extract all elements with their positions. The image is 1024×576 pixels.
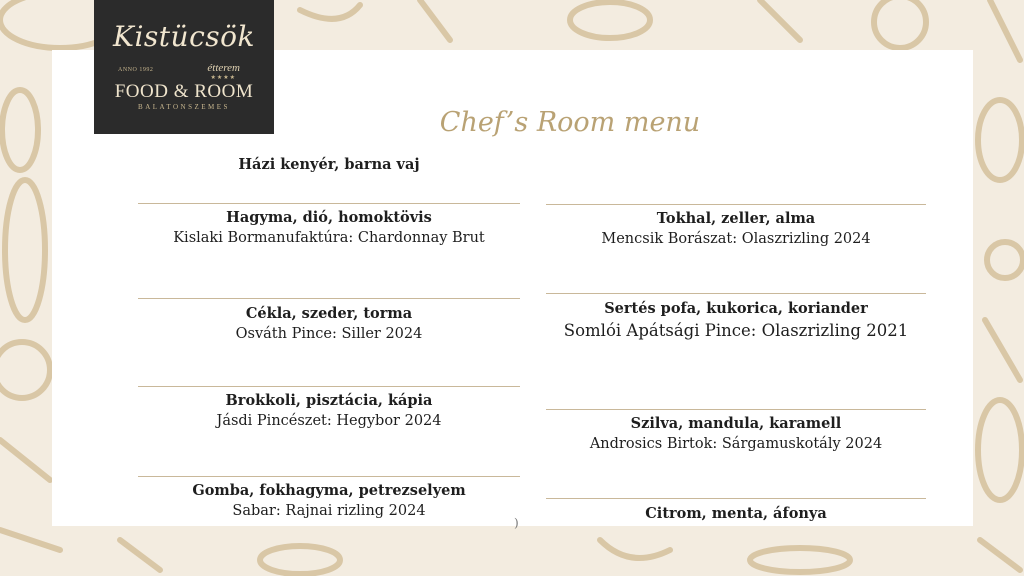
- menu-course: [138, 481, 520, 521]
- menu-course: [138, 391, 520, 431]
- course-wine: Jásdi Pincészet: Hegybor 2024: [216, 413, 442, 429]
- logo-food-room: FOOD & ROOM: [114, 81, 254, 102]
- starter-item: [138, 155, 520, 175]
- logo-sub-name: étterem: [207, 62, 240, 74]
- divider: [138, 386, 520, 387]
- course-dish: Sertés pofa, kukorica, koriander: [604, 300, 868, 317]
- divider: [546, 293, 926, 294]
- course-wine: Mencsik Borászat: Olaszrizling 2024: [601, 231, 871, 247]
- course-wine: Androsics Birtok: Sárgamuskotály 2024: [589, 436, 883, 452]
- divider: [138, 298, 520, 299]
- course-dish: Hagyma, dió, homoktövis: [226, 209, 432, 226]
- course-dish: Szilva, mandula, karamell: [630, 415, 842, 432]
- course-wine: Somlói Apátsági Pince: Olaszrizling 2021: [563, 321, 909, 340]
- course-dish: Tokhal, zeller, alma: [656, 210, 816, 227]
- logo-year: ANNO 1992: [118, 67, 154, 73]
- menu-course: [546, 414, 926, 454]
- logo-location: BALATONSZEMES: [138, 103, 230, 111]
- course-dish: Brokkoli, pisztácia, kápia: [225, 392, 433, 409]
- logo-script-name: Kistücsök: [113, 20, 255, 53]
- course-dish: Citrom, menta, áfonya: [645, 505, 827, 522]
- menu-course: [546, 209, 926, 249]
- page-marker: ): [514, 516, 519, 530]
- menu-course: [138, 304, 520, 344]
- course-dish: Gomba, fokhagyma, petrezselyem: [192, 482, 466, 499]
- course-wine: Kislaki Bormanufaktúra: Chardonnay Brut: [173, 230, 485, 246]
- divider: [138, 476, 520, 477]
- divider: [546, 498, 926, 499]
- divider: [546, 409, 926, 410]
- course-wine: Osváth Pince: Siller 2024: [235, 326, 423, 342]
- menu-course: [138, 208, 520, 248]
- starter-dish: Házi kenyér, barna vaj: [238, 156, 420, 173]
- menu-title: Chef’s Room menu: [439, 107, 701, 138]
- restaurant-logo: [94, 0, 274, 134]
- course-wine: Sabar: Rajnai rizling 2024: [232, 503, 426, 519]
- menu-course: [546, 299, 926, 343]
- menu-course: [546, 504, 926, 524]
- course-dish: Cékla, szeder, torma: [245, 305, 413, 322]
- divider: [546, 204, 926, 205]
- logo-stars: ★★★★: [210, 75, 236, 81]
- divider: [138, 203, 520, 204]
